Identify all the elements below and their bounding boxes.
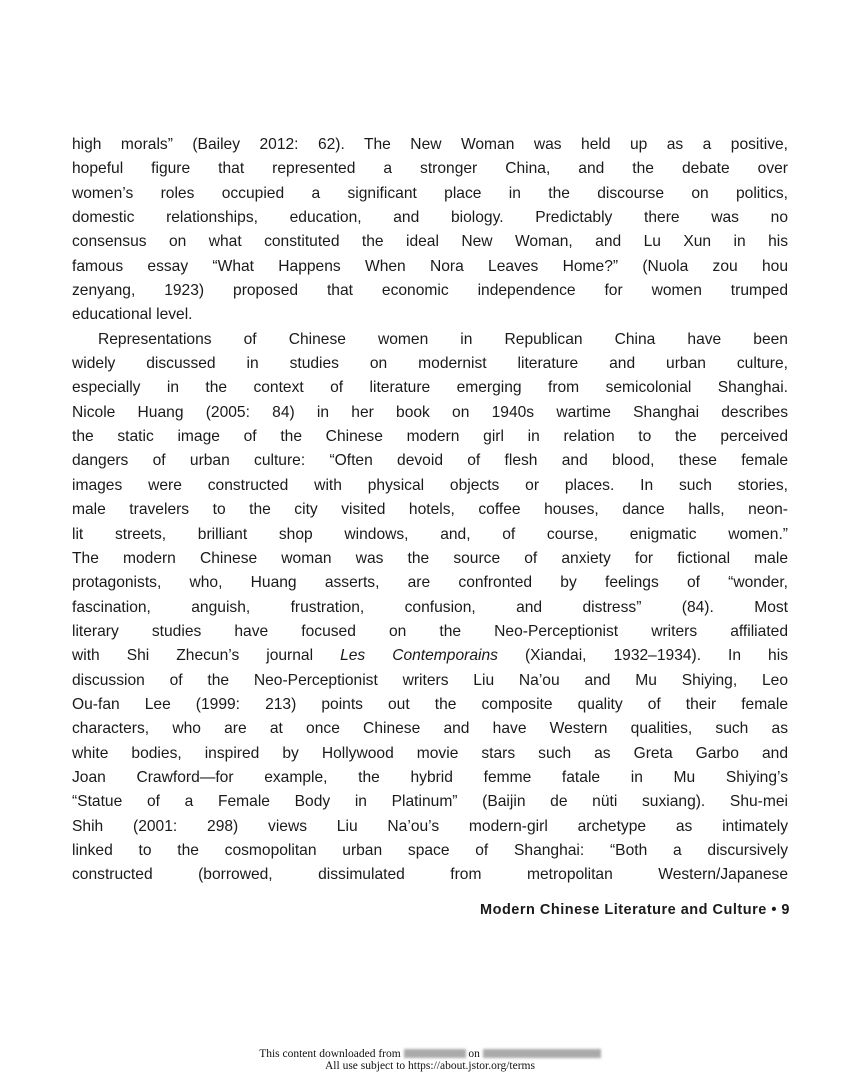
jstor-on: on xyxy=(468,1048,480,1060)
text-line: the static image of the Chinese modern girl in relation to the perceived xyxy=(72,428,788,446)
text-line: fascination, anguish, frustration, confusion, and distress” (84). Most xyxy=(72,598,788,616)
jstor-download-prefix: This content downloaded from xyxy=(259,1048,401,1060)
text-line: The modern Chinese woman was the source of anxiety for fictional male xyxy=(72,549,788,567)
text-line: Representations of Chinese women in Republican China have been xyxy=(98,330,788,348)
text-line: domestic relationships, education, and biology. Predictably there was no xyxy=(72,209,788,227)
text-line: high morals” (Bailey 2012: 62). The New Woman was held up as a positive, xyxy=(72,136,788,153)
text-line: lit streets, brilliant shop windows, and, of course, enigmatic women.” xyxy=(72,525,788,543)
text-line: especially in the context of literature emerging from semicolonial Shanghai. xyxy=(72,379,788,397)
text-line: male travelers to the city visited hotels, coffee houses, dance halls, neon- xyxy=(72,501,788,519)
text-line: educational level. xyxy=(72,306,193,324)
jstor-terms-line: All use subject to https://about.jstor.org/terms xyxy=(325,1060,535,1072)
text-line: literary studies have focused on the Neo-Perceptionist writers affiliated xyxy=(72,622,788,640)
text-segment: with Shi Zhecun’s journal xyxy=(72,647,341,665)
redacted-date xyxy=(483,1049,601,1058)
jstor-download-line xyxy=(0,1048,860,1060)
running-footer: Modern Chinese Literature and Culture • 9 xyxy=(480,902,790,918)
text-line: women’s roles occupied a significant place in the discourse on politics, xyxy=(72,184,788,202)
text-line: Ou-fan Lee (1999: 213) points out the composite quality of their female xyxy=(72,695,788,713)
text-line: linked to the cosmopolitan urban space of Shanghai: “Both a discursively xyxy=(72,841,788,859)
text-line: Shih (2001: 298) views Liu Na’ou’s modern-girl archetype as intimately xyxy=(72,817,788,835)
text-line: zenyang, 1923) proposed that economic independence for women trumped xyxy=(72,282,788,300)
text-line: “Statue of a Female Body in Platinum” (Baijin de nüti suxiang). Shu-mei xyxy=(72,793,788,811)
text-line: characters, who are at once Chinese and have Western qualities, such as xyxy=(72,720,788,738)
body-text xyxy=(72,133,788,888)
text-line: consensus on what constituted the ideal New Woman, and Lu Xun in his xyxy=(72,233,788,251)
redacted-ip xyxy=(404,1049,466,1058)
text-line: constructed (borrowed, dissimulated from metropolitan Western/Japanese xyxy=(72,866,788,884)
text-segment: (Xiandai, 1932–1934). In his xyxy=(497,647,788,665)
text-line xyxy=(72,644,788,668)
text-line: white bodies, inspired by Hollywood movie stars such as Greta Garbo and xyxy=(72,744,788,762)
text-line: Joan Crawford—for example, the hybrid femme fatale in Mu Shiying’s xyxy=(72,768,788,786)
text-line: hopeful figure that represented a stronger China, and the debate over xyxy=(72,160,788,178)
text-line: images were constructed with physical objects or places. In such stories, xyxy=(72,476,788,494)
text-line: discussion of the Neo-Perceptionist writers Liu Na’ou and Mu Shiying, Leo xyxy=(72,671,788,689)
text-line: widely discussed in studies on modernist literature and urban culture, xyxy=(72,355,788,373)
text-line: Nicole Huang (2005: 84) in her book on 1940s wartime Shanghai describes xyxy=(72,403,788,421)
journal-title: Les Contemporains xyxy=(340,647,498,665)
text-line: dangers of urban culture: “Often devoid of flesh and blood, these female xyxy=(72,452,788,470)
jstor-notice xyxy=(0,1048,860,1072)
text-line: famous essay “What Happens When Nora Leaves Home?” (Nuola zou hou xyxy=(72,257,788,275)
text-line: protagonists, who, Huang asserts, are confronted by feelings of “wonder, xyxy=(72,574,788,592)
